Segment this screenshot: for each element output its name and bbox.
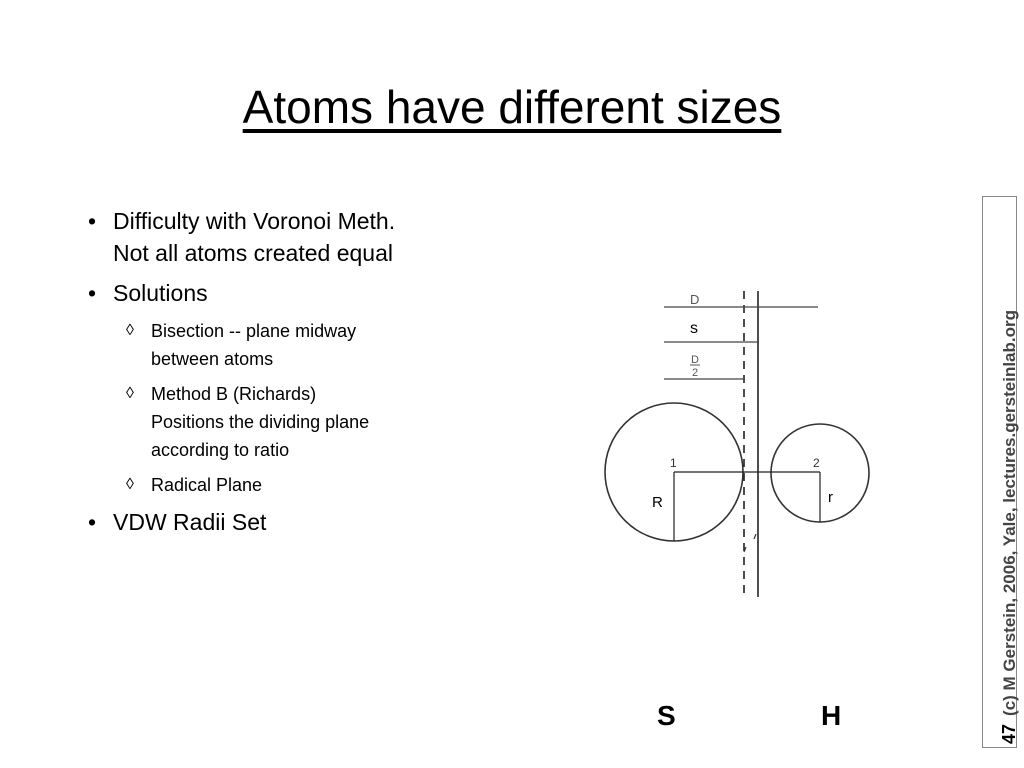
diamond-icon: ◊ <box>126 476 134 493</box>
sub-bullet-item <box>88 471 508 499</box>
diamond-icon: ◊ <box>126 322 134 339</box>
label-r: r <box>828 489 833 506</box>
sub-bullet-text: between atoms <box>151 349 274 369</box>
label-atom-1: 1 <box>670 456 677 470</box>
label-s: s <box>690 320 698 337</box>
bullet-text: Not all atoms created equal <box>113 240 393 266</box>
credit-text-group <box>999 310 1020 744</box>
bullet-dot-icon: • <box>88 208 97 234</box>
sub-bullet-text: Radical Plane <box>151 475 263 495</box>
bullet-item <box>88 506 508 538</box>
label-half-numerator: D <box>691 354 699 366</box>
label-R: R <box>652 494 663 511</box>
bullet-text: VDW Radii Set <box>113 509 267 535</box>
sub-bullet-text: Method B (Richards) <box>151 384 317 404</box>
page-number: 47 <box>999 723 1019 744</box>
bullet-list <box>88 205 508 546</box>
label-atom-2: 2 <box>813 456 820 470</box>
sub-bullet-text: Positions the dividing plane <box>151 412 370 432</box>
voronoi-plane-diagram <box>596 285 886 615</box>
bullet-dot-icon: • <box>88 280 97 306</box>
credit-text: (c) M Gerstein, 2006, Yale, lectures.gersteinlab.org <box>1000 310 1019 716</box>
tick-mark <box>754 534 756 539</box>
slide-title: Atoms have different sizes <box>242 81 782 133</box>
sub-bullet-text: Bisection -- plane midway <box>151 321 357 341</box>
sub-bullet-item <box>88 380 508 464</box>
bullet-item <box>88 277 508 309</box>
diamond-icon: ◊ <box>126 385 134 402</box>
bullet-text: Solutions <box>113 280 208 306</box>
bullet-item <box>88 205 508 269</box>
sub-bullet-item <box>88 317 508 373</box>
bullet-dot-icon: • <box>88 509 97 535</box>
label-half-denominator: 2 <box>692 367 699 379</box>
label-D: D <box>690 292 700 307</box>
caption-H: H <box>821 700 842 731</box>
caption-S: S <box>657 700 676 731</box>
bullet-text: Difficulty with Voronoi Meth. <box>113 208 396 234</box>
sub-bullet-text: according to ratio <box>151 440 290 460</box>
